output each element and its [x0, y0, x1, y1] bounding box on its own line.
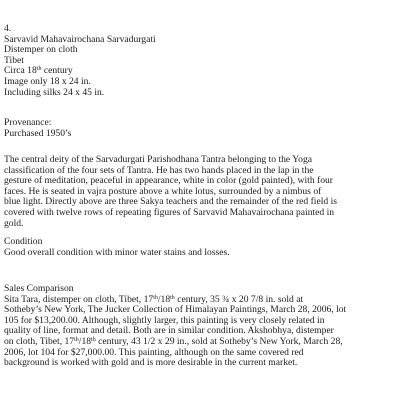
sales-text-fragment: century, 43 1/2 x 29 in., sold at Sotheby’s New York, March 28,: [95, 335, 343, 347]
condition-text: Good overall condition with minor water stains and losses.: [4, 246, 230, 258]
condition-section: [4, 237, 230, 258]
description-line: faces. He is seated in vajra posture above a white lotus, surrounded by a nimbus of: [4, 185, 322, 197]
artwork-origin: Tibet: [4, 54, 24, 66]
condition-heading: Condition: [4, 236, 43, 247]
description-line: blue light. Directly above are three Sakya teachers and the remainder of the red field is: [4, 196, 337, 208]
sales-text-fragment: /18: [78, 335, 92, 347]
sales-line: Sotheby’s New York, The Jucker Collection of Himalayan Paintings, March 28, 2006, lot: [4, 304, 347, 316]
provenance-heading: Provenance:: [4, 117, 52, 128]
item-number: 4.: [4, 23, 12, 34]
sales-text-fragment: century, 35 ¾ x 20 7/8 in. sold at: [174, 293, 304, 305]
sales-line: quality of line, format and detail. Both are in similar condition. Akshobhya, distemper: [4, 325, 334, 337]
sales-line: 2006, lot 104 for $27,000.00. This painting, although on the same covered red: [4, 346, 304, 358]
date-suffix: century: [41, 65, 73, 77]
provenance-section: [4, 118, 71, 139]
sales-comparison-section: [4, 284, 346, 369]
sales-line: 105 for $13,200.00. Although, slightly larger, this painting is very closely related in: [4, 314, 325, 326]
description-section: [4, 155, 337, 229]
superscript: th: [170, 294, 175, 301]
date-superscript: th: [36, 66, 42, 73]
superscript: th: [153, 294, 158, 301]
image-dimensions: Image only 18 x 24 in.: [4, 75, 91, 87]
artwork-medium: Distemper on cloth: [4, 44, 78, 56]
sales-line: background is worked with gold and is more desirable in the current market.: [4, 357, 298, 369]
catalog-header: [4, 24, 156, 98]
description-line: gold.: [4, 217, 24, 229]
description-line: covered with twelve rows of repeating figures of Sarvavid Mahavairochana painted in: [4, 206, 335, 218]
sales-line: [4, 337, 346, 348]
description-line: gesture of meditation, peaceful in appearance, white in color (gold painted), with four: [4, 175, 333, 187]
sales-text-fragment: Sita Tara, distemper on cloth, Tibet, 17: [4, 293, 154, 305]
date-prefix: Circa 18: [4, 65, 37, 77]
provenance-text: Purchased 1950’s: [4, 127, 72, 139]
description-line: The central deity of the Sarvadurgati Parishodhana Tantra belonging to the Yoga: [4, 154, 313, 165]
silks-dimensions: Including silks 24 x 45 in.: [4, 86, 105, 98]
description-line: classification of the four sets of Tantra. He has two hands placed in the lap in the: [4, 164, 314, 176]
superscript: th: [74, 336, 79, 343]
sales-text-fragment: /18: [157, 293, 171, 305]
superscript: th: [91, 336, 96, 343]
sales-text-fragment: on cloth, Tibet, 17: [4, 335, 75, 347]
artwork-title: Sarvavid Mahavairochana Sarvadurgati: [4, 33, 156, 45]
sales-heading: Sales Comparison: [4, 283, 74, 294]
